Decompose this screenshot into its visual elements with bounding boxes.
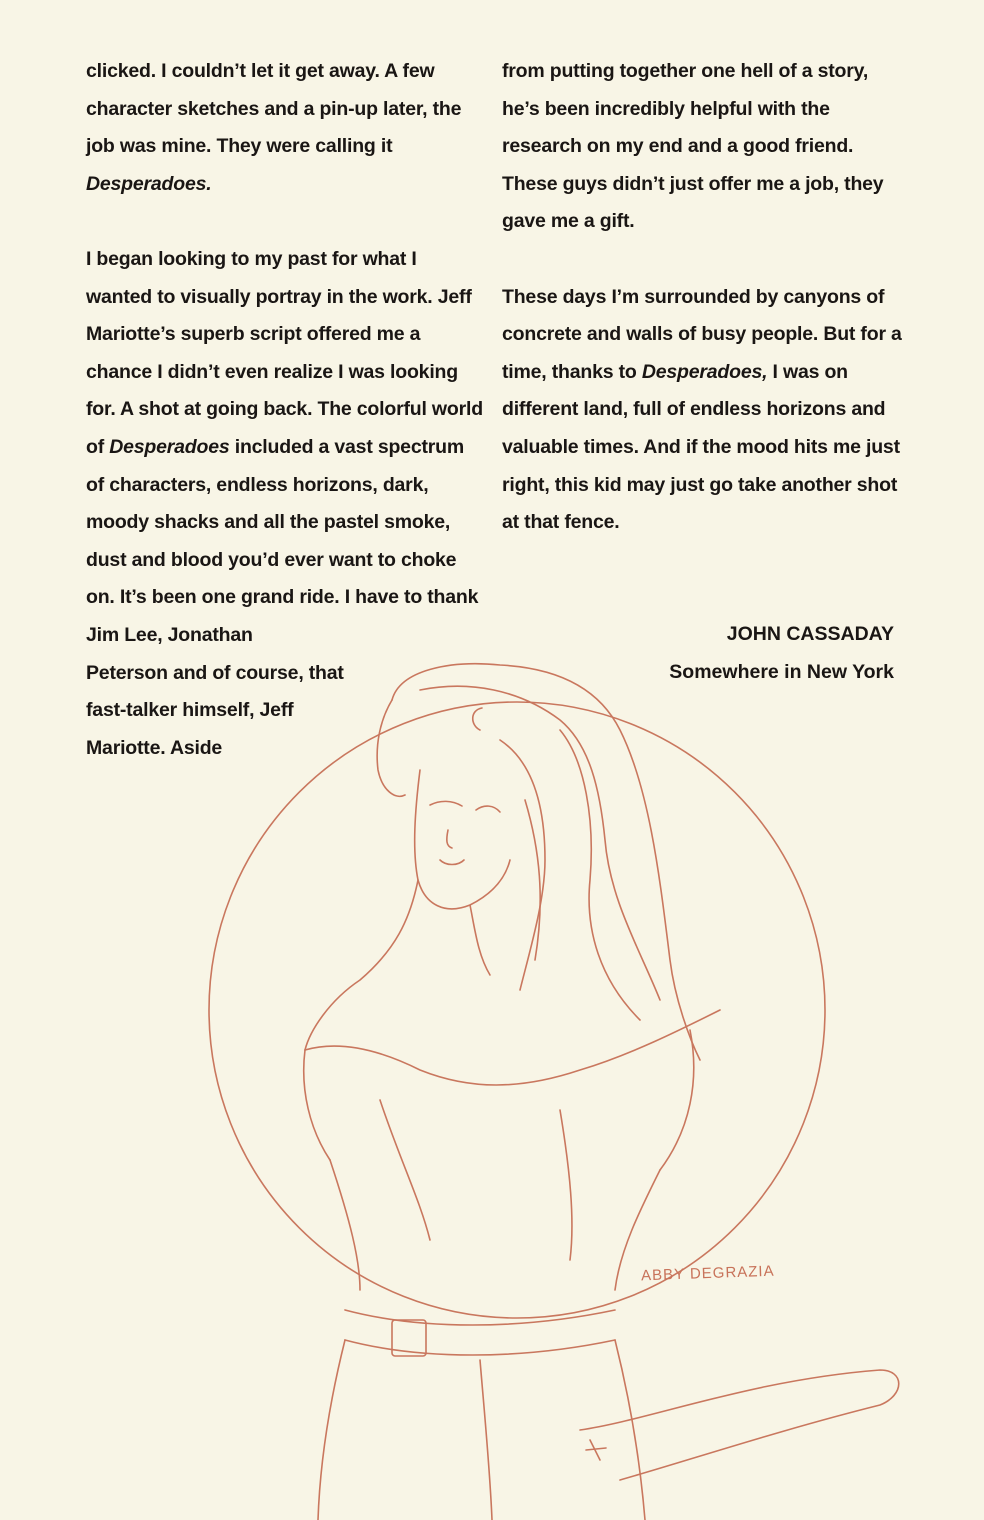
sketch-rifle	[580, 1370, 899, 1480]
sketch-blouse	[305, 1010, 720, 1085]
book-title: Desperadoes,	[641, 360, 768, 383]
author-location: Somewhere in New York	[669, 661, 894, 683]
text-span: These days I’m surrounded by canyons of concrete and walls of busy people. But for a time, thanks to	[502, 285, 902, 383]
paragraph-right-2	[502, 279, 902, 542]
paragraph-left-2	[86, 241, 486, 767]
sketch-neck	[470, 905, 490, 975]
text-span: I began looking to my past for what I wanted to visually portray in the work. Jeff Mariotte’s superb script offered me a chance I didn’t even realize I was looking for. A shot at going back. The colorful world of	[86, 247, 483, 458]
text-line: Mariotte. Aside	[86, 736, 223, 759]
signature-block	[669, 615, 894, 691]
text-line: fast-talker himself, Jeff	[86, 699, 294, 722]
book-title: Desperadoes	[109, 435, 230, 458]
text-span: I was on different land, full of endless horizons and valuable times. And if the mood hits me just right, this kid may just go take another shot at that fence.	[502, 360, 900, 534]
paragraph-right-1: from putting together one hell of a story, he’s been incredibly helpful with the research on my end and a good friend. These guys didn’t just offer me a job, they gave me a gift.	[502, 60, 884, 233]
text-span: included a vast spectrum of characters, endless horizons, dark, moody shacks and all the pastel smoke, dust and blood you’d ever want to choke on. It’s been one grand ride. I have to thank Jim Lee, Jonathan	[86, 435, 479, 646]
author-name: JOHN CASSADAY	[726, 623, 894, 645]
sketch-face	[415, 770, 510, 909]
sketch-circle	[209, 702, 825, 1318]
paragraph-left-1	[86, 53, 486, 203]
left-column	[86, 53, 486, 767]
artist-signature: ABBY DEGRAZIA	[640, 1262, 775, 1285]
right-column	[502, 53, 902, 542]
text-line: Peterson and of course, that	[86, 661, 344, 684]
book-title: Desperadoes.	[86, 172, 212, 195]
text-span: clicked. I couldn’t let it get away. A few character sketches and a pin-up later, the job was mine. They were calling it	[86, 60, 462, 158]
